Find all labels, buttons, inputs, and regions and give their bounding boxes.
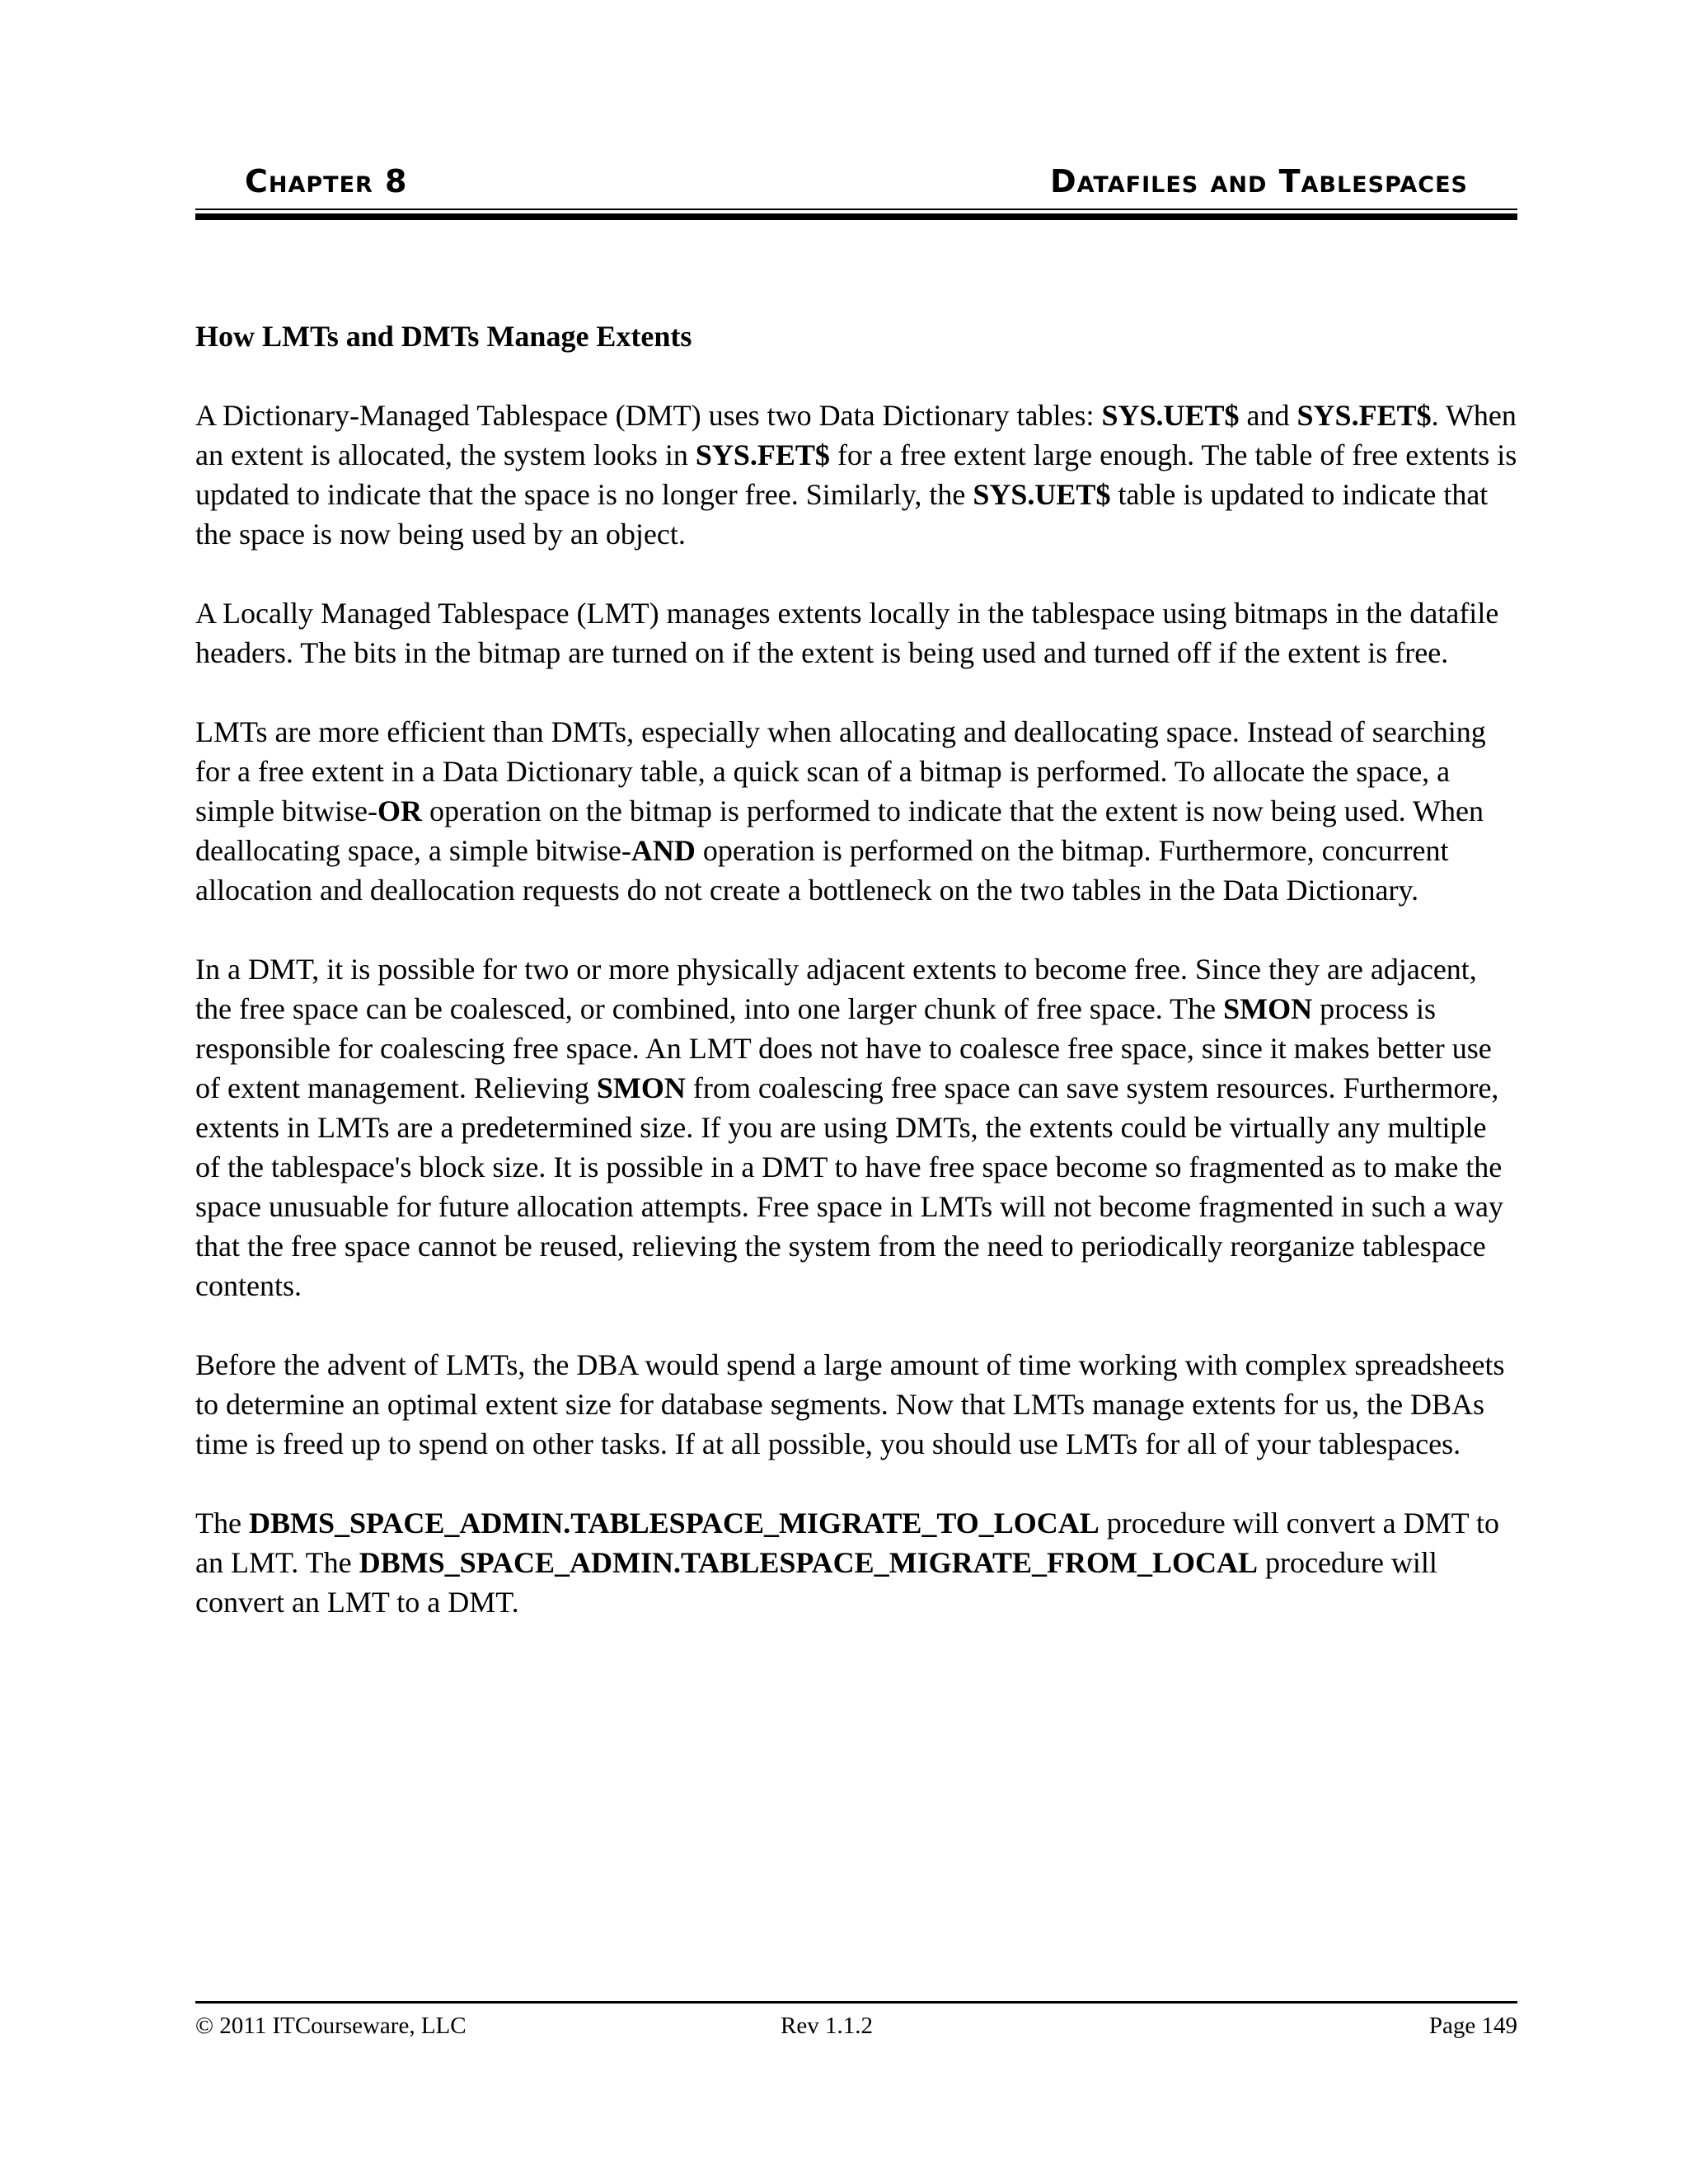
text-span: procedure will convert an LMT to a DMT. [195,1546,1437,1619]
bold-term: SYS.UET$ [1101,399,1240,432]
bold-term: DBMS_SPACE_ADMIN.TABLESPACE_MIGRATE_FROM_LOCAL [359,1546,1259,1579]
bold-term: SYS.FET$ [695,438,830,471]
bold-term: AND [631,834,696,867]
paragraph-migrate [195,1503,1517,1622]
bold-term: SMON [1223,992,1313,1025]
paragraph-dmt [195,396,1517,554]
bold-term: SYS.UET$ [973,478,1111,511]
revision-label: Rev 1.1.2 [781,2013,873,2039]
bold-term: SMON [596,1071,686,1104]
paragraph-before-lmts: Before the advent of LMTs, the DBA would spend a large amount of time working with complex spreadsheets to determine an optimal extent size for database segments. Now that LMTs manage extents for us, the DBAs time is freed up to spend on other tasks. If at all possible, you should use LMTs for all of your tablespaces. [195,1348,1505,1460]
text-span: for a free extent large enough. The table of free extents is updated to indicate that the space is no longer free. Similarly, the [195,438,1517,511]
header-rule-thin [195,209,1517,210]
content-heading: How LMTs and DMTs Manage Extents [195,320,692,353]
chapter-label: Chapter 8 [245,163,408,199]
paragraph-lmt: A Locally Managed Tablespace (LMT) manages extents locally in the tablespace using bitmaps in the datafile headers. The bits in the bitmap are turned on if the extent is being used and turned off if the extent is free. [195,597,1499,669]
bold-term: SYS.FET$ [1296,399,1432,432]
paragraph-efficiency [195,712,1517,910]
footer-rule [195,2001,1517,2004]
text-span: A Dictionary-Managed Tablespace (DMT) uses two Data Dictionary tables: [195,399,1102,432]
page-content [195,316,1517,1661]
page-number: Page 149 [1428,2013,1517,2039]
text-span: procedure will convert a DMT to an LMT. The [195,1507,1499,1579]
bold-term: DBMS_SPACE_ADMIN.TABLESPACE_MIGRATE_TO_LOCAL [248,1507,1100,1540]
text-span: operation on the bitmap is performed to indicate that the extent is now being used. When deallocating space, a simple bitwise- [195,794,1484,867]
text-span: from coalescing free space can save system resources. Furthermore, extents in LMTs are a predetermined size. If you are using DMTs, the extents could be virtually any multiple of the tablespace's block size. It is possible in a DMT to have free space become so fragmented as to make the space unusuable for future allocation attempts. Free space in LMTs will not become fragmented in such a way that the free space cannot be reused, relieving the system from the need to periodically reorganize tablespace contents. [195,1071,1503,1302]
text-span: operation is performed on the bitmap. Furthermore, concurrent allocation and deallocation requests do not create a bottleneck on the two tables in the Data Dictionary. [195,834,1449,907]
text-span: and [1239,399,1297,432]
text-span: In a DMT, it is possible for two or more physically adjacent extents to become free. Since they are adjacent, the free space can be coalesced, or combined, into one larger chunk of free space. The [195,953,1477,1025]
page-header [195,157,1517,206]
bold-term: OR [377,794,422,827]
section-title: Datafiles and Tablespaces [1050,163,1468,199]
page-footer [195,2001,1517,2050]
copyright-notice: © 2011 ITCourseware, LLC [195,2013,467,2039]
text-span: . When an extent is allocated, the system looks in [195,399,1517,471]
text-span: table is updated to indicate that the space is now being used by an object. [195,478,1489,551]
text-span: LMTs are more efficient than DMTs, especially when allocating and deallocating space. Instead of searching for a free extent in a Data Dictionary table, a quick scan of a bitmap is performed. To allocate the space, a simple bitwise- [195,715,1486,827]
text-span: process is responsible for coalescing free space. An LMT does not have to coalesce free space, since it makes better use of extent management. Relieving [195,992,1492,1104]
header-rule-thick [195,213,1517,220]
text-span: The [195,1507,249,1540]
paragraph-coalescing [195,949,1517,1305]
